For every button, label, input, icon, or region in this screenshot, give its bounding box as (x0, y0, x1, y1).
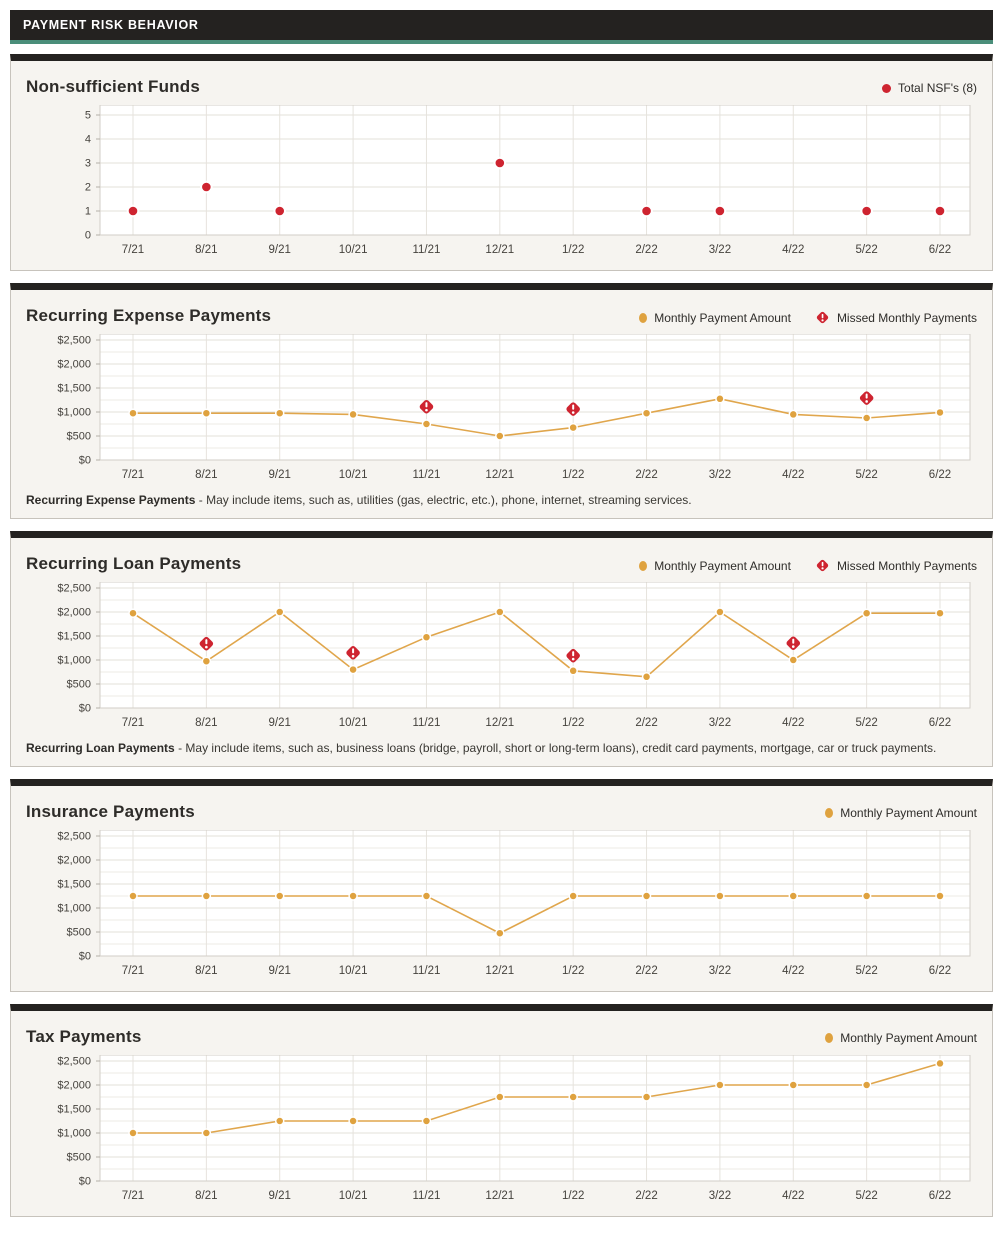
svg-text:5/22: 5/22 (855, 965, 878, 977)
svg-text:$1,000: $1,000 (57, 654, 91, 667)
legend-item-monthly-payment[interactable] (825, 1031, 977, 1045)
svg-text:$1,500: $1,500 (57, 1103, 91, 1116)
nsf-scatter-chart[interactable] (24, 105, 979, 262)
svg-text:5/22: 5/22 (855, 717, 878, 729)
panel-head (24, 1021, 979, 1055)
panel-title: Insurance Payments (26, 802, 195, 821)
svg-text:6/22: 6/22 (928, 965, 952, 977)
chart-legend (825, 1027, 977, 1045)
svg-text:9/21: 9/21 (268, 469, 291, 481)
svg-text:$0: $0 (78, 950, 91, 963)
orange-dot-icon (825, 808, 833, 818)
svg-text:8/21: 8/21 (195, 717, 218, 729)
svg-text:3/22: 3/22 (708, 717, 732, 729)
panel-tax-payments (10, 1004, 993, 1217)
panel-recurring-loan-payments (10, 531, 993, 767)
svg-text:$2,500: $2,500 (57, 830, 91, 843)
svg-text:9/21: 9/21 (268, 717, 291, 729)
svg-text:1: 1 (84, 205, 91, 218)
svg-text:$1,000: $1,000 (57, 1127, 91, 1140)
legend-item-monthly-payment[interactable] (639, 559, 791, 573)
insurance-payments-line-chart[interactable] (24, 830, 979, 983)
svg-text:11/21: 11/21 (412, 1190, 441, 1202)
svg-text:10/21: 10/21 (338, 469, 368, 481)
legend-item-monthly-payment[interactable] (825, 806, 977, 820)
loan-payments-line-chart[interactable] (24, 582, 979, 735)
svg-text:12/21: 12/21 (485, 965, 515, 977)
svg-text:9/21: 9/21 (268, 244, 291, 256)
orange-dot-icon (639, 313, 647, 323)
svg-text:7/21: 7/21 (121, 717, 145, 729)
svg-text:8/21: 8/21 (195, 1190, 218, 1202)
svg-text:3: 3 (84, 157, 91, 170)
svg-text:6/22: 6/22 (928, 469, 952, 481)
svg-text:5/22: 5/22 (855, 244, 878, 256)
svg-text:2: 2 (84, 181, 91, 194)
legend-item-missed-payments[interactable] (815, 558, 977, 573)
svg-text:$500: $500 (66, 926, 91, 939)
svg-text:$2,500: $2,500 (57, 1055, 91, 1068)
panel-title: Non-sufficient Funds (26, 77, 200, 96)
svg-text:7/21: 7/21 (121, 469, 145, 481)
svg-text:$500: $500 (66, 678, 91, 691)
panel-recurring-expense-payments (10, 283, 993, 519)
legend-label: Monthly Payment Amount (840, 806, 977, 820)
svg-text:5/22: 5/22 (855, 469, 878, 481)
footnote-text: - May include items, such as, utilities (gas, electric, etc.), phone, internet, streaming services. (198, 493, 692, 507)
missed-payment-diamond-icon (815, 310, 830, 325)
svg-text:10/21: 10/21 (338, 965, 368, 977)
svg-text:4/22: 4/22 (782, 717, 805, 729)
red-dot-icon (882, 84, 891, 93)
svg-text:3/22: 3/22 (708, 965, 732, 977)
svg-text:11/21: 11/21 (412, 244, 441, 256)
svg-text:1/22: 1/22 (561, 469, 585, 481)
svg-text:1/22: 1/22 (561, 965, 585, 977)
svg-text:10/21: 10/21 (338, 244, 368, 256)
svg-text:5: 5 (84, 109, 91, 122)
svg-text:2/22: 2/22 (635, 1190, 658, 1202)
chart-legend (882, 77, 977, 95)
svg-text:12/21: 12/21 (485, 1190, 515, 1202)
panel-head (24, 300, 979, 334)
tax-payments-line-chart[interactable] (24, 1055, 979, 1208)
legend-item-total-nsf[interactable] (882, 81, 977, 95)
panel-head (24, 796, 979, 830)
svg-text:4/22: 4/22 (782, 244, 805, 256)
svg-text:$1,000: $1,000 (57, 902, 91, 915)
svg-text:1/22: 1/22 (561, 717, 585, 729)
svg-text:$0: $0 (78, 1175, 91, 1188)
svg-text:6/22: 6/22 (928, 244, 952, 256)
svg-text:3/22: 3/22 (708, 1190, 732, 1202)
svg-text:9/21: 9/21 (268, 1190, 291, 1202)
svg-text:12/21: 12/21 (485, 469, 515, 481)
legend-label: Missed Monthly Payments (836, 558, 977, 573)
legend-label: Missed Monthly Payments (836, 310, 977, 325)
svg-text:11/21: 11/21 (412, 717, 441, 729)
svg-text:12/21: 12/21 (485, 244, 515, 256)
svg-text:$2,000: $2,000 (57, 358, 91, 371)
svg-text:8/21: 8/21 (195, 469, 218, 481)
panel-title: Tax Payments (26, 1027, 142, 1046)
svg-text:3/22: 3/22 (708, 244, 732, 256)
svg-text:$500: $500 (66, 430, 91, 443)
svg-text:1/22: 1/22 (561, 1190, 585, 1202)
panel-insurance-payments (10, 779, 993, 992)
svg-text:4/22: 4/22 (782, 1190, 805, 1202)
chart-footnote (26, 493, 977, 508)
svg-text:12/21: 12/21 (485, 717, 515, 729)
svg-text:$2,000: $2,000 (57, 854, 91, 867)
svg-text:8/21: 8/21 (195, 244, 218, 256)
legend-label: Monthly Payment Amount (654, 558, 791, 573)
svg-text:$2,500: $2,500 (57, 582, 91, 595)
svg-text:6/22: 6/22 (928, 717, 952, 729)
svg-text:1/22: 1/22 (561, 244, 585, 256)
svg-text:$0: $0 (78, 702, 91, 715)
svg-text:$0: $0 (78, 454, 91, 467)
panel-head (24, 71, 979, 105)
panel-title: Recurring Loan Payments (26, 554, 242, 573)
panel-head (24, 548, 979, 582)
section-title: PAYMENT RISK BEHAVIOR (23, 18, 199, 32)
legend-label: Total NSF's (8) (898, 81, 977, 95)
svg-text:7/21: 7/21 (121, 1190, 145, 1202)
svg-text:3/22: 3/22 (708, 469, 732, 481)
expense-payments-line-chart[interactable] (24, 334, 979, 487)
chart-legend (639, 306, 977, 325)
footnote-text: - May include items, such as, business loans (bridge, payroll, short or long-term loans), credit card payments, mortgage, car or truck payments. (178, 741, 937, 755)
panel-title: Recurring Expense Payments (26, 306, 272, 325)
svg-text:$1,500: $1,500 (57, 630, 91, 643)
chart-legend (825, 802, 977, 820)
svg-text:$2,000: $2,000 (57, 1079, 91, 1092)
panel-non-sufficient-funds (10, 54, 993, 271)
legend-item-missed-payments[interactable] (815, 310, 977, 325)
orange-dot-icon (639, 561, 647, 571)
svg-text:$1,500: $1,500 (57, 878, 91, 891)
footnote-lead: Recurring Loan Payments (26, 741, 175, 755)
svg-text:2/22: 2/22 (635, 469, 658, 481)
svg-text:7/21: 7/21 (121, 965, 145, 977)
svg-text:10/21: 10/21 (338, 717, 368, 729)
legend-label: Monthly Payment Amount (840, 1031, 977, 1045)
svg-text:11/21: 11/21 (412, 965, 441, 977)
svg-text:4: 4 (84, 133, 91, 146)
svg-text:$500: $500 (66, 1151, 91, 1164)
svg-text:6/22: 6/22 (928, 1190, 952, 1202)
svg-text:4/22: 4/22 (782, 469, 805, 481)
svg-text:5/22: 5/22 (855, 1190, 878, 1202)
chart-legend (639, 554, 977, 573)
svg-text:2/22: 2/22 (635, 244, 658, 256)
svg-text:10/21: 10/21 (338, 1190, 368, 1202)
svg-text:7/21: 7/21 (121, 244, 145, 256)
section-header-bar (10, 10, 993, 44)
footnote-lead: Recurring Expense Payments (26, 493, 196, 507)
svg-text:0: 0 (84, 229, 91, 242)
legend-label: Monthly Payment Amount (654, 310, 791, 325)
chart-footnote (26, 741, 977, 756)
svg-text:$2,000: $2,000 (57, 606, 91, 619)
svg-text:$2,500: $2,500 (57, 334, 91, 347)
svg-text:9/21: 9/21 (268, 965, 291, 977)
svg-text:11/21: 11/21 (412, 469, 441, 481)
svg-text:$1,500: $1,500 (57, 382, 91, 395)
svg-text:2/22: 2/22 (635, 965, 658, 977)
orange-dot-icon (825, 1033, 833, 1043)
svg-text:$1,000: $1,000 (57, 406, 91, 419)
svg-text:4/22: 4/22 (782, 965, 805, 977)
svg-text:2/22: 2/22 (635, 717, 658, 729)
missed-payment-diamond-icon (815, 558, 830, 573)
legend-item-monthly-payment[interactable] (639, 311, 791, 325)
svg-text:8/21: 8/21 (195, 965, 218, 977)
